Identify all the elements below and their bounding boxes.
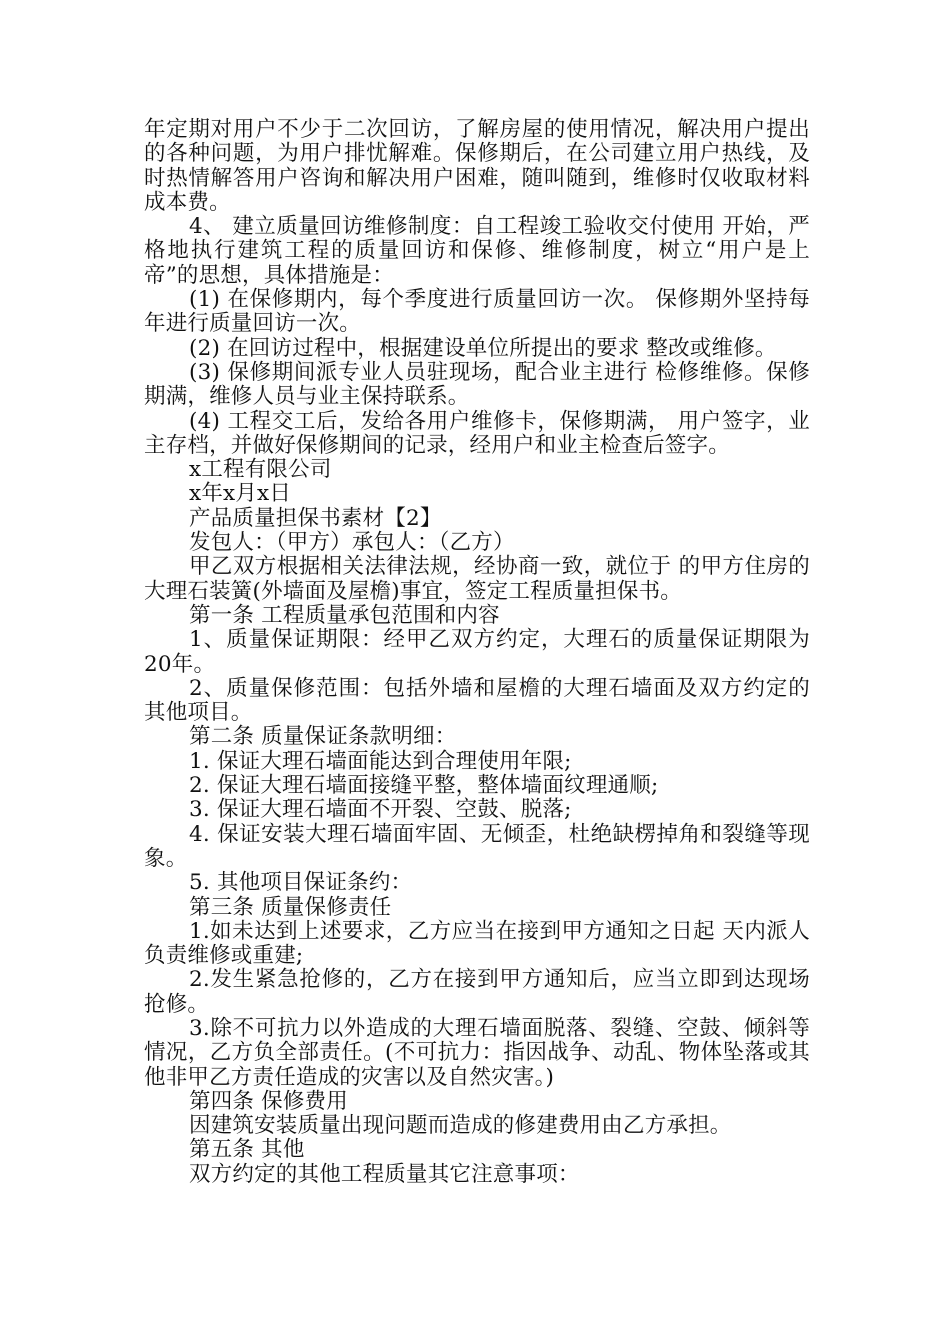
paragraph: (1) 在保修期内，每个季度进行质量回访一次。 保修期外坚持每年进行质量回访一次。 <box>144 287 810 337</box>
paragraph: 因建筑安装质量出现问题而造成的修建费用由乙方承担。 <box>189 1113 732 1139</box>
paragraph: 产品质量担保书素材【2】 <box>189 505 442 531</box>
document-body <box>144 118 810 1187</box>
paragraph: 年定期对用户不少于二次回访，了解房屋的使用情况，解决用户提出的各种问题，为用户排忧解难。保修期后，在公司建立用户热线，及时热情解答用户咨询和解决用户困难，随叫随到，维修时仅收取材料成本费。 <box>144 117 810 215</box>
paragraph: 第二条 质量保证条款明细： <box>189 724 457 750</box>
paragraph: (4) 工程交工后，发给各用户维修卡，保修期满， 用户签字，业主存档，并做好保修期间的记录，经用户和业主检查后签字。 <box>144 408 810 458</box>
paragraph: 第四条 保修费用 <box>189 1088 348 1114</box>
paragraph: 发包人：（甲方）承包人：（乙方） <box>189 530 515 556</box>
paragraph: 5. 其他项目保证条约： <box>189 870 413 896</box>
paragraph: 1、质量保证期限：经甲乙双方约定，大理石的质量保证期限为20年。 <box>144 627 810 677</box>
paragraph: 第一条 工程质量承包范围和内容 <box>189 602 500 628</box>
paragraph: 3. 保证大理石墙面不开裂、空鼓、脱落; <box>189 797 572 823</box>
paragraph: 1. 保证大理石墙面能达到合理使用年限; <box>189 748 572 774</box>
paragraph: 第三条 质量保修责任 <box>189 894 392 920</box>
paragraph: 4、 建立质量回访维修制度：自工程竣工验收交付使用 开始，严格地执行建筑工程的质量回访和保修、维修制度，树立“用户是上帝”的思想，具体措施是： <box>144 214 810 288</box>
paragraph: 第五条 其他 <box>189 1137 305 1163</box>
paragraph: 3.除不可抗力以外造成的大理石墙面脱落、裂缝、空鼓、倾斜等情况，乙方负全部责任。(不可抗力：指因战争、动乱、物体坠落或其他非甲乙方责任造成的灾害以及自然灾害。) <box>144 1015 810 1090</box>
paragraph: 双方约定的其他工程质量其它注意事项： <box>189 1161 580 1187</box>
paragraph: 甲乙双方根据相关法律法规，经协商一致，就位于 的甲方住房的大理石装簧(外墙面及屋檐)事宜，签定工程质量担保书。 <box>144 554 810 604</box>
paragraph: 2.发生紧急抢修的，乙方在接到甲方通知后，应当立即到达现场抢修。 <box>144 967 810 1017</box>
paragraph: (3) 保修期间派专业人员驻现场，配合业主进行 检修维修。保修期满，维修人员与业主保持联系。 <box>144 359 810 410</box>
paragraph: x工程有限公司 <box>189 457 332 483</box>
paragraph: 2、质量保修范围：包括外墙和屋檐的大理石墙面及双方约定的其他项目。 <box>144 675 810 726</box>
paragraph: x年x月x日 <box>189 481 292 507</box>
paragraph: 2. 保证大理石墙面接缝平整，整体墙面纹理通顺; <box>189 773 659 799</box>
paragraph: 4. 保证安装大理石墙面牢固、无倾歪，杜绝缺楞掉角和裂缝等现象。 <box>144 821 810 871</box>
paragraph: (2) 在回访过程中，根据建设单位所提出的要求 整改或维修。 <box>189 335 777 361</box>
paragraph: 1.如未达到上述要求，乙方应当在接到甲方通知之日起 天内派人负责维修或重建; <box>144 918 810 969</box>
